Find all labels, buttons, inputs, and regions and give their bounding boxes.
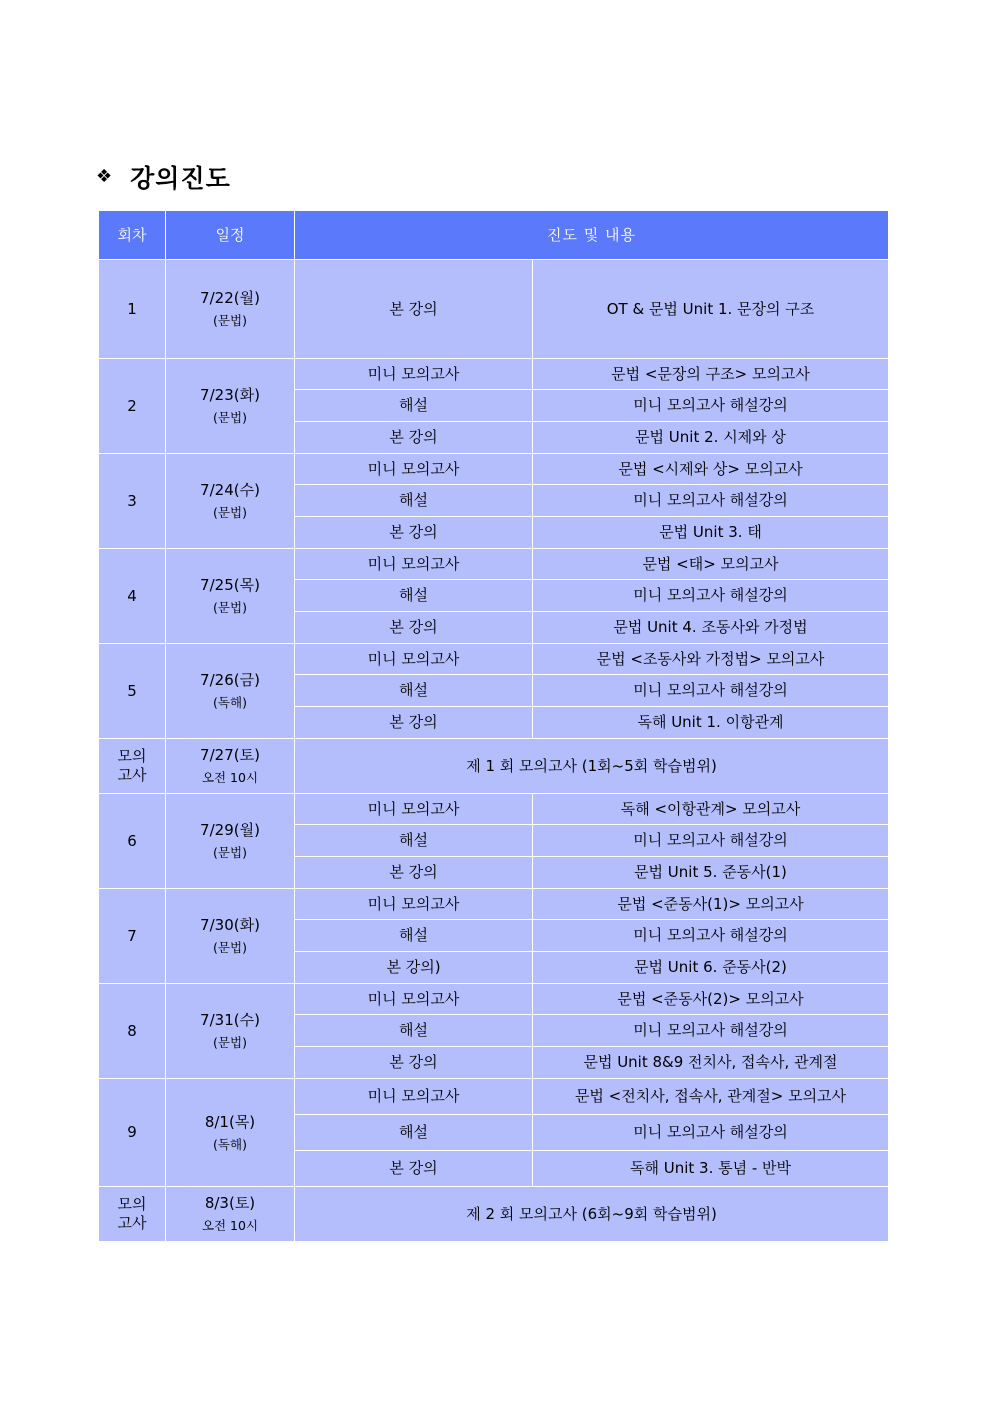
exam-row bbox=[99, 739, 889, 794]
date-cell bbox=[166, 1079, 295, 1187]
date-text: 8/1(목) bbox=[204, 1112, 256, 1131]
exam-row bbox=[99, 1187, 889, 1242]
date-cell bbox=[166, 984, 295, 1079]
type-cell: 본 강의) bbox=[295, 952, 533, 984]
table-row bbox=[99, 260, 889, 359]
subject-text: (문법) bbox=[213, 1035, 247, 1051]
session-cell bbox=[99, 739, 166, 794]
type-cell: 해설 bbox=[295, 825, 533, 857]
session-cell: 4 bbox=[99, 549, 166, 644]
content-cell: 문법 <준동사(1)> 모의고사 bbox=[533, 889, 889, 920]
schedule-table bbox=[98, 210, 889, 1242]
type-cell: 해설 bbox=[295, 1015, 533, 1047]
date-text: 7/31(수) bbox=[200, 1011, 260, 1030]
content-cell: 미니 모의고사 해설강의 bbox=[533, 1015, 889, 1047]
content-cell: 문법 Unit 4. 조동사와 가정법 bbox=[533, 612, 889, 644]
content-cell: 미니 모의고사 해설강의 bbox=[533, 390, 889, 422]
table-row bbox=[99, 984, 889, 1015]
header-row bbox=[99, 211, 889, 260]
type-cell: 본 강의 bbox=[295, 260, 533, 359]
type-cell: 본 강의 bbox=[295, 422, 533, 454]
content-cell: 미니 모의고사 해설강의 bbox=[533, 580, 889, 612]
header-session: 회차 bbox=[99, 211, 166, 260]
subject-text: (문법) bbox=[213, 410, 247, 426]
table-row bbox=[99, 644, 889, 675]
type-cell: 본 강의 bbox=[295, 707, 533, 739]
session-cell: 9 bbox=[99, 1079, 166, 1187]
table-row bbox=[99, 454, 889, 485]
content-cell: 미니 모의고사 해설강의 bbox=[533, 1115, 889, 1151]
table-row bbox=[99, 889, 889, 920]
table-row bbox=[99, 359, 889, 390]
date-cell bbox=[166, 1187, 295, 1242]
date-cell bbox=[166, 454, 295, 549]
content-cell: 독해 Unit 3. 통념 - 반박 bbox=[533, 1151, 889, 1187]
subject-text: (문법) bbox=[213, 940, 247, 956]
content-cell: 독해 <이항관계> 모의고사 bbox=[533, 794, 889, 825]
session-line: 고사 bbox=[117, 766, 147, 784]
type-cell: 미니 모의고사 bbox=[295, 1079, 533, 1115]
date-cell bbox=[166, 260, 295, 359]
date-text: 7/23(화) bbox=[200, 386, 260, 405]
session-cell: 8 bbox=[99, 984, 166, 1079]
date-text: 7/22(월) bbox=[200, 289, 260, 308]
type-cell: 본 강의 bbox=[295, 1047, 533, 1079]
content-cell: 문법 <태> 모의고사 bbox=[533, 549, 889, 580]
date-text: 7/29(월) bbox=[200, 821, 260, 840]
type-cell: 미니 모의고사 bbox=[295, 794, 533, 825]
content-cell: 문법 <전치사, 접속사, 관계절> 모의고사 bbox=[533, 1079, 889, 1115]
type-cell: 미니 모의고사 bbox=[295, 889, 533, 920]
content-cell: 문법 Unit 3. 태 bbox=[533, 517, 889, 549]
session-cell: 3 bbox=[99, 454, 166, 549]
section-title: 강의진도 bbox=[130, 164, 231, 193]
content-cell: 문법 Unit 8&9 전치사, 접속사, 관계절 bbox=[533, 1047, 889, 1079]
time-text: 오전 10시 bbox=[201, 770, 259, 786]
type-cell: 해설 bbox=[295, 580, 533, 612]
type-cell: 해설 bbox=[295, 920, 533, 952]
date-text: 7/30(화) bbox=[200, 916, 260, 935]
exam-content: 제 1 회 모의고사 (1회~5회 학습범위) bbox=[295, 739, 889, 794]
content-cell: 독해 Unit 1. 이항관계 bbox=[533, 707, 889, 739]
table-row bbox=[99, 1079, 889, 1115]
session-line: 고사 bbox=[117, 1214, 147, 1232]
content-cell: 미니 모의고사 해설강의 bbox=[533, 825, 889, 857]
subject-text: (문법) bbox=[213, 313, 247, 329]
date-text: 7/24(수) bbox=[200, 481, 260, 500]
subject-text: (문법) bbox=[213, 505, 247, 521]
time-text: 오전 10시 bbox=[201, 1218, 259, 1234]
type-cell: 미니 모의고사 bbox=[295, 454, 533, 485]
date-text: 8/3(토) bbox=[204, 1194, 256, 1213]
date-cell bbox=[166, 359, 295, 454]
header-content: 진도 및 내용 bbox=[295, 211, 889, 260]
content-cell: 문법 <문장의 구조> 모의고사 bbox=[533, 359, 889, 390]
subject-text: (독해) bbox=[213, 1136, 247, 1152]
session-cell: 1 bbox=[99, 260, 166, 359]
type-cell: 본 강의 bbox=[295, 517, 533, 549]
schedule-body bbox=[99, 260, 889, 1242]
content-cell: 문법 Unit 2. 시제와 상 bbox=[533, 422, 889, 454]
type-cell: 해설 bbox=[295, 390, 533, 422]
content-cell: 문법 Unit 6. 준동사(2) bbox=[533, 952, 889, 984]
content-cell: 문법 <시제와 상> 모의고사 bbox=[533, 454, 889, 485]
session-cell: 5 bbox=[99, 644, 166, 739]
content-cell: 문법 <준동사(2)> 모의고사 bbox=[533, 984, 889, 1015]
table-row bbox=[99, 549, 889, 580]
content-cell: OT & 문법 Unit 1. 문장의 구조 bbox=[533, 260, 889, 359]
subject-text: (문법) bbox=[213, 845, 247, 861]
exam-content: 제 2 회 모의고사 (6회~9회 학습범위) bbox=[295, 1187, 889, 1242]
date-cell bbox=[166, 739, 295, 794]
date-cell bbox=[166, 644, 295, 739]
content-cell: 문법 Unit 5. 준동사(1) bbox=[533, 857, 889, 889]
diamond-bullet-icon: ❖ bbox=[96, 166, 113, 187]
subject-text: (문법) bbox=[213, 600, 247, 616]
session-cell bbox=[99, 1187, 166, 1242]
type-cell: 해설 bbox=[295, 1115, 533, 1151]
session-line: 모의 bbox=[117, 1195, 147, 1214]
date-text: 7/25(목) bbox=[200, 576, 260, 595]
type-cell: 미니 모의고사 bbox=[295, 984, 533, 1015]
table-row bbox=[99, 794, 889, 825]
content-cell: 미니 모의고사 해설강의 bbox=[533, 920, 889, 952]
date-text: 7/27(토) bbox=[200, 746, 260, 765]
date-text: 7/26(금) bbox=[200, 671, 260, 690]
type-cell: 미니 모의고사 bbox=[295, 359, 533, 390]
type-cell: 본 강의 bbox=[295, 612, 533, 644]
date-cell bbox=[166, 794, 295, 889]
type-cell: 해설 bbox=[295, 675, 533, 707]
session-cell: 6 bbox=[99, 794, 166, 889]
section-heading bbox=[96, 160, 231, 194]
type-cell: 미니 모의고사 bbox=[295, 644, 533, 675]
session-line: 모의 bbox=[117, 747, 147, 766]
date-cell bbox=[166, 889, 295, 984]
content-cell: 미니 모의고사 해설강의 bbox=[533, 485, 889, 517]
session-cell: 2 bbox=[99, 359, 166, 454]
type-cell: 본 강의 bbox=[295, 1151, 533, 1187]
type-cell: 본 강의 bbox=[295, 857, 533, 889]
date-cell bbox=[166, 549, 295, 644]
header-date: 일정 bbox=[166, 211, 295, 260]
type-cell: 해설 bbox=[295, 485, 533, 517]
session-cell: 7 bbox=[99, 889, 166, 984]
content-cell: 문법 <조동사와 가정법> 모의고사 bbox=[533, 644, 889, 675]
type-cell: 미니 모의고사 bbox=[295, 549, 533, 580]
subject-text: (독해) bbox=[213, 695, 247, 711]
content-cell: 미니 모의고사 해설강의 bbox=[533, 675, 889, 707]
